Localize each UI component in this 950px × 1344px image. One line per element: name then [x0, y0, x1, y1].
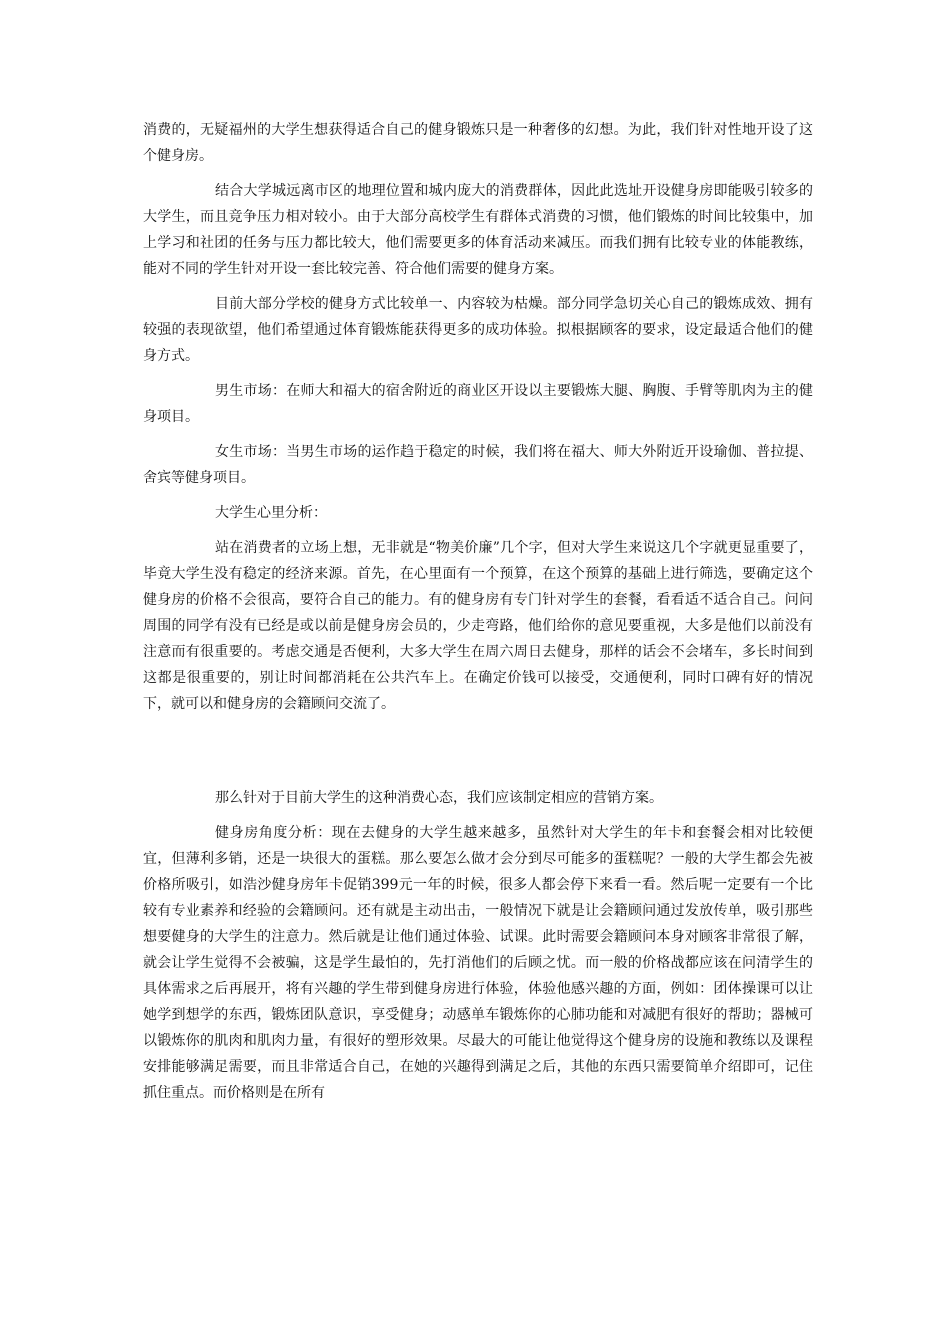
bottom-section: [143, 785, 813, 1106]
section-gap: [143, 726, 813, 785]
top-section: [143, 117, 813, 717]
paragraph: 那么针对于目前大学生的这种消费心态，我们应该制定相应的营销方案。: [215, 790, 663, 806]
paragraph: 健身房角度分析：现在去健身的大学生越来越多，虽然针对大学生的年卡和套餐会相对比较便宜，但薄利多销，还是一块很大的蛋糕。那么要怎么做才会分到尽可能多的蛋糕呢？一般的大学生都会先被价格所吸引，如浩沙健身房年卡促销399元一年的时候，很多人都会停下来看一看。然后呢一定要有一个比较有专业素养和经验的会籍顾问。还有就是主动出击，一般情况下就是让会籍顾问通过发放传单，吸引那些想要健身的大学生的注意力。然后就是让他们通过体验、试课。此时需要会籍顾问本身对顾客非常很了解，就会让学生觉得不会被骗，这是学生最怕的，先打消他们的后顾之忧。而一般的价格战都应该在问清学生的具体需求之后再展开，将有兴趣的学生带到健身房进行体验，体验他感兴趣的方面，例如：团体操课可以让她学到想学的东西，锻炼团队意识，享受健身；动感单车锻炼你的心肺功能和对减肥有很好的帮助；器械可以锻炼你的肌肉和肌肉力量，有很好的塑形效果。尽最大的可能让他觉得这个健身房的设施和教练以及课程安排能够满足需要，而且非常适合自己，在她的兴趣得到满足之后，其他的东西只需要简单介绍即可，记住抓住重点。而价格则是在所有: [143, 825, 813, 1101]
paragraph: 男生市场：在师大和福大的宿舍附近的商业区开设以主要锻炼大腿、胸腹、手臂等肌肉为主的健身项目。: [143, 383, 813, 425]
paragraph: 结合大学城远离市区的地理位置和城内庞大的消费群体，因此此选址开设健身房即能吸引较多的大学生，而且竞争压力相对较小。由于大部分高校学生有群体式消费的习惯，他们锻炼的时间比较集中，加上学习和社团的任务与压力都比较大，他们需要更多的体育活动来减压。而我们拥有比较专业的体能教练，能对不同的学生针对开设一套比较完善、符合他们需要的健身方案。: [143, 183, 813, 277]
paragraph: 目前大部分学校的健身方式比较单一、内容较为枯燥。部分同学急切关心自己的锻炼成效、拥有较强的表现欲望，他们希望通过体育锻炼能获得更多的成功体验。拟根据顾客的要求，设定最适合他们的健身方式。: [143, 296, 813, 364]
paragraph: 消费的，无疑福州的大学生想获得适合自己的健身锻炼只是一种奢侈的幻想。为此，我们针对性地开设了这个健身房。: [143, 122, 813, 164]
paragraph: 大学生心里分析：: [215, 505, 327, 521]
paragraph: 女生市场：当男生市场的运作趋于稳定的时候，我们将在福大、师大外附近开设瑜伽、普拉提、舍宾等健身项目。: [143, 444, 813, 486]
document-body: [143, 117, 813, 1115]
paragraph: 站在消费者的立场上想，无非就是“物美价廉”几个字，但对大学生来说这几个字就更显重要了，毕竟大学生没有稳定的经济来源。首先，在心里面有一个预算，在这个预算的基础上进行筛选，要确定这个健身房的价格不会很高，要符合自己的能力。有的健身房有专门针对学生的套餐，看看适不适合自己。问问周围的同学有没有已经是或以前是健身房会员的，少走弯路，他们给你的意见要重视，大多是他们以前没有注意而有很重要的。考虑交通是否便利，大多大学生在周六周日去健身，那样的话会不会堵车，多长时间到这都是很重要的，别让时间都消耗在公共汽车上。在确定价钱可以接受，交通便利，同时口碑有好的情况下，就可以和健身房的会籍顾问交流了。: [143, 540, 813, 712]
